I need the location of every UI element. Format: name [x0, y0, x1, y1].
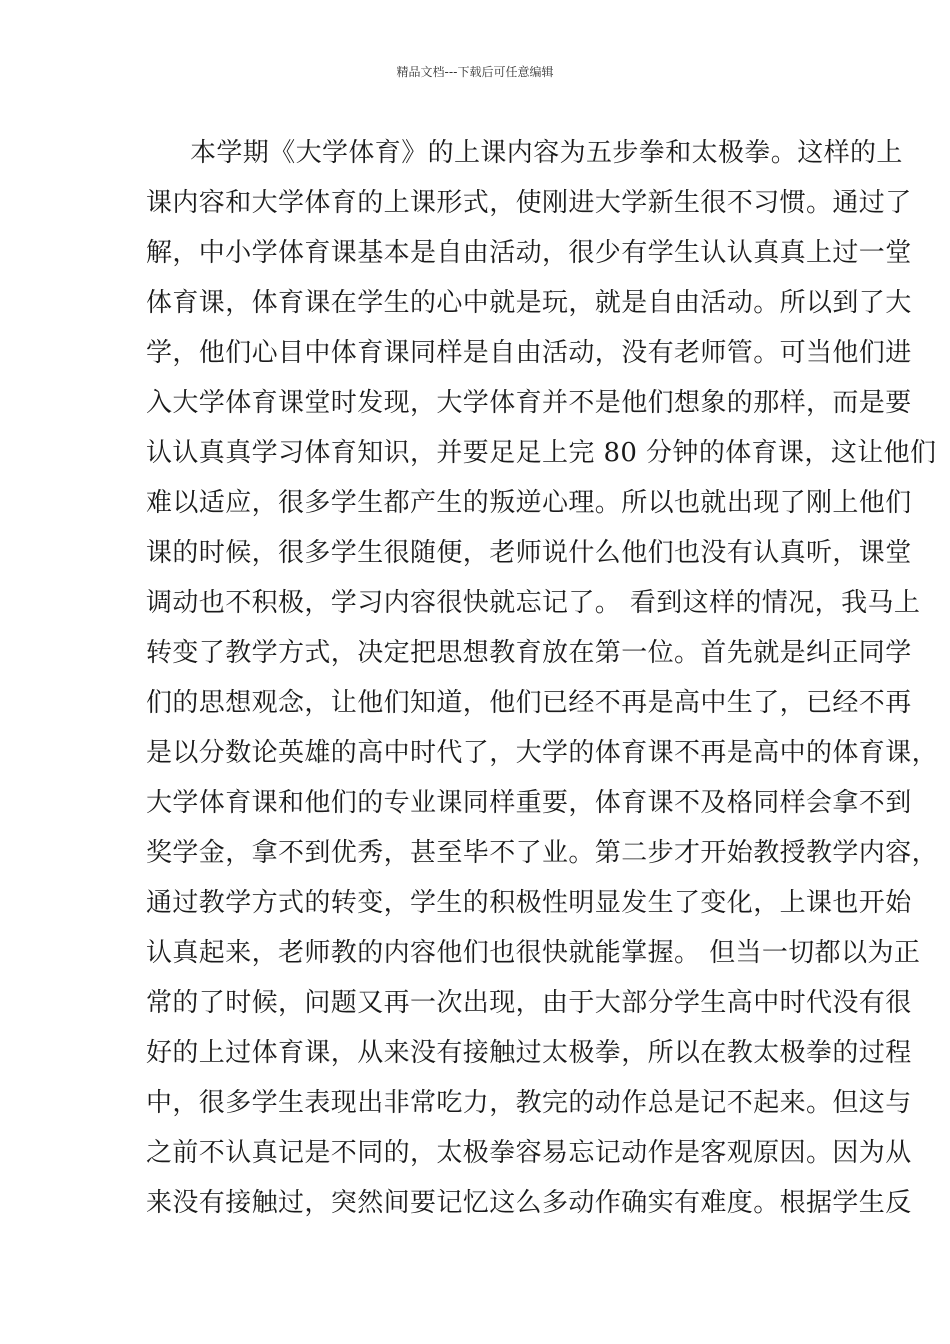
text-line-6: 入大学体育课堂时发现，大学体育并不是他们想象的那样，而是要: [146, 388, 912, 418]
text-line-12: 们的思想观念，让他们知道，他们已经不再是高中生了，已经不再: [146, 688, 912, 718]
text-line-1: 本学期《大学体育》的上课内容为五步拳和太极拳。这样的上: [190, 138, 903, 168]
text-line-11: 转变了教学方式，决定把思想教育放在第一位。首先就是纠正同学: [146, 638, 912, 668]
text-line-15: 奖学金，拿不到优秀，甚至毕不了业。第二步才开始教授教学内容，: [146, 838, 939, 868]
text-line-13: 是以分数论英雄的高中时代了，大学的体育课不再是高中的体育课，: [146, 738, 939, 768]
text-line-14: 大学体育课和他们的专业课同样重要，体育课不及格同样会拿不到: [146, 788, 912, 818]
text-line-18: 常的了时候，问题又再一次出现，由于大部分学生高中时代没有很: [146, 988, 912, 1018]
text-line-16: 通过教学方式的转变，学生的积极性明显发生了变化，上课也开始: [146, 888, 912, 918]
text-line-22: 来没有接触过，突然间要记忆这么多动作确实有难度。根据学生反: [146, 1188, 912, 1218]
body-text: [146, 128, 939, 1228]
page-header: 精品文档---下载后可任意编辑: [396, 65, 554, 79]
text-line-20: 中，很多学生表现出非常吃力，教完的动作总是记不起来。但这与: [146, 1088, 912, 1118]
text-line-8: 难以适应，很多学生都产生的叛逆心理。所以也就出现了刚上他们: [146, 488, 912, 518]
text-line-9: 课的时候，很多学生很随便，老师说什么他们也没有认真听，课堂: [146, 538, 912, 568]
text-line-7: 认认真真学习体育知识，并要足足上完 80 分钟的体育课，这让他们: [146, 438, 937, 468]
text-line-19: 好的上过体育课，从来没有接触过太极拳，所以在教太极拳的过程: [146, 1038, 912, 1068]
text-line-17: 认真起来，老师教的内容他们也很快就能掌握。 但当一切都以为正: [146, 938, 921, 968]
text-line-10: 调动也不积极，学习内容很快就忘记了。 看到这样的情况，我马上: [146, 588, 921, 618]
text-line-5: 学，他们心目中体育课同样是自由活动，没有老师管。可当他们进: [146, 338, 912, 368]
text-line-21: 之前不认真记是不同的，太极拳容易忘记动作是客观原因。因为从: [146, 1138, 912, 1168]
text-line-4: 体育课，体育课在学生的心中就是玩，就是自由活动。所以到了大: [146, 288, 912, 318]
text-line-3: 解，中小学体育课基本是自由活动，很少有学生认认真真上过一堂: [146, 238, 912, 268]
text-line-2: 课内容和大学体育的上课形式，使刚进大学新生很不习惯。通过了: [146, 188, 912, 218]
